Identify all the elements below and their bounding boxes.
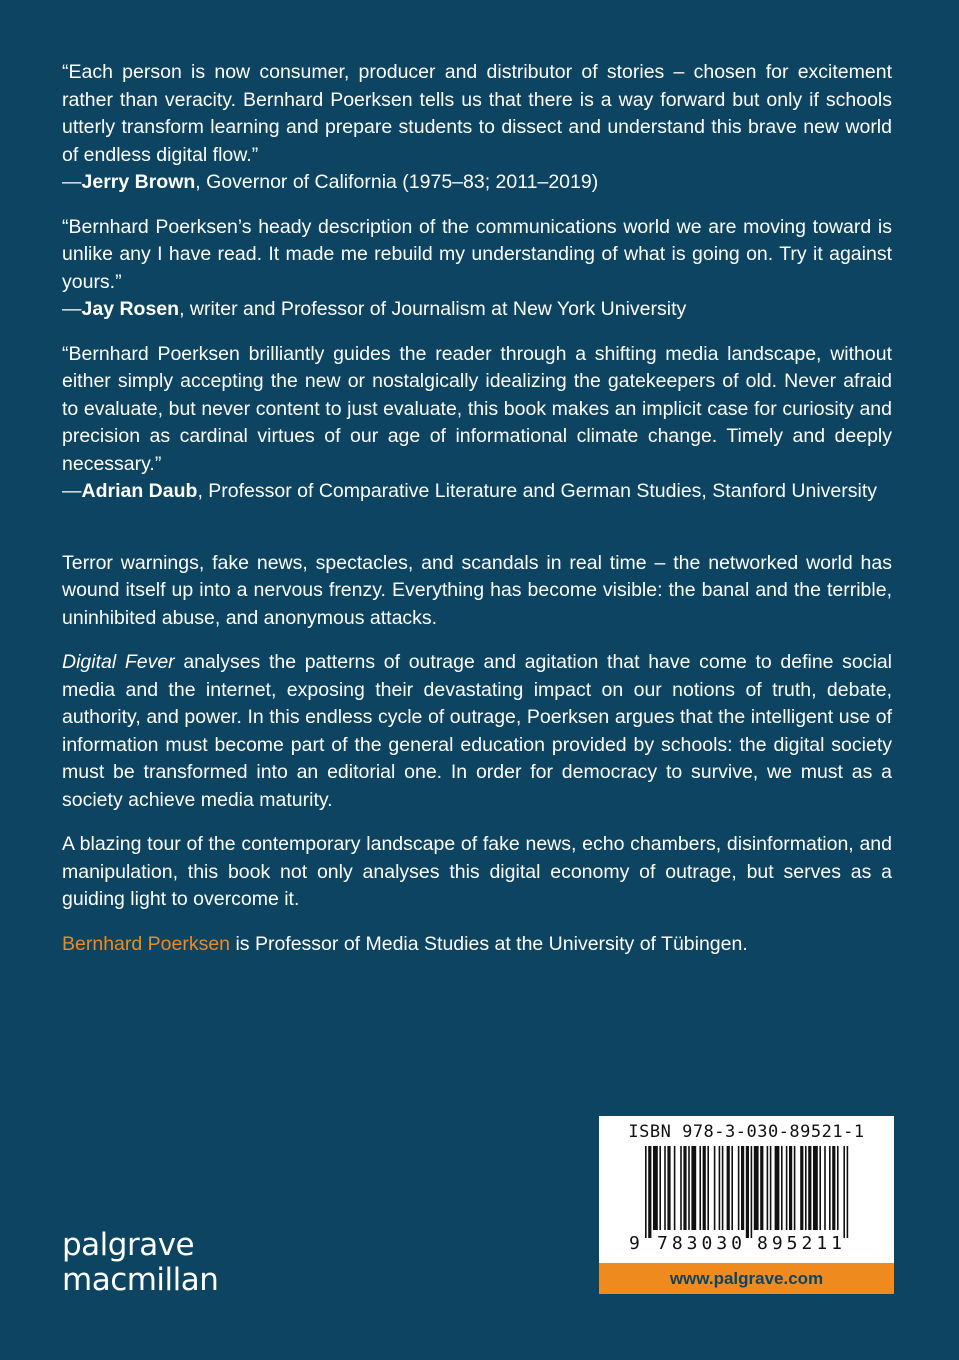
barcode-bar [770,1146,772,1230]
barcode-bar [667,1146,670,1230]
blurb-quote: “Bernhard Poerksen brilliantly guides the reader through a shifting media landscape, without either simply accepting the new or nostalgically idealizing the gatekeepers of old. Never afraid to evaluate, but never content to just evaluate, this book makes an implicit case for curiosity and precision as cardinal virtues of our age of informational climate change. Timely and deeply necessary.” [62,342,892,475]
barcode-bar [680,1146,682,1230]
barcode-bar [805,1146,807,1230]
barcode-bar [714,1146,716,1230]
barcode-bar [688,1146,690,1230]
barcode-bar [741,1146,744,1230]
blurb-attribution: —Jay Rosen, writer and Professor of Journalism at New York University [62,298,687,320]
barcode-bar [731,1146,733,1230]
author-bio-text: is Professor of Media Studies at the University of Tübingen. [230,932,748,955]
description-paragraph-1: Terror warnings, fake news, spectacles, and scandals in real time – the networked world has wound itself up into a nervous frenzy. Everything has become visible: the banal and the terrible, uninhibited abuse, and anonymous attacks. [62,551,892,629]
barcode-graphic [599,1146,894,1238]
blurb-attribution: —Adrian Daub, Professor of Comparative Literature and German Studies, Stanford University [62,480,877,502]
blurb-author-name: Adrian Daub [81,480,198,502]
barcode-bar [653,1146,658,1230]
barcode-bar [727,1146,730,1230]
barcode-bar [659,1146,661,1230]
blurb-author-role: , Professor of Comparative Literature and German Studies, Stanford University [197,480,877,502]
barcode-bar [703,1146,706,1230]
author-name: Bernhard Poerksen [62,932,231,955]
barcode-bar [722,1146,724,1230]
description-paragraph-2: Digital Fever analyses the patterns of outrage and agitation that have come to define social media and the internet, exposing their devastating impact on our notions of truth, debate, authority, and power. In this endless cycle of outrage, Poerksen argues that the intelligent use of information must become part of the general education provided by schools: the digital society must be transformed into an editorial one. In order for democracy to survive, we must as a society achieve media maturity. [62,651,893,811]
barcode-bar [751,1146,753,1238]
blurb-author-name: Jerry Brown [81,171,196,193]
logo-line-macmillan: macmillan [62,1262,219,1298]
barcode-digits [599,1233,894,1259]
barcode-bar [707,1146,709,1230]
spacer [62,523,892,550]
barcode-bar [746,1146,749,1238]
barcode-bar [819,1146,821,1230]
barcode-bar [824,1146,826,1230]
barcode-panel [599,1116,894,1263]
barcode-bar [767,1146,769,1230]
barcode-bar [683,1146,686,1230]
barcode-bar [760,1146,763,1230]
logo-line-palgrave: palgrave [62,1227,195,1263]
blurb-author-name: Jay Rosen [81,298,180,320]
isbn-label: ISBN 978-3-030-89521-1 [628,1122,865,1142]
barcode-left-digits: 783030 [657,1233,747,1254]
barcode-bar [794,1146,796,1230]
blurb-author-role: , Governor of California (1975–83; 2011–2019) [195,171,599,193]
back-cover-text [62,59,892,978]
author-bio [62,931,892,959]
barcode-bar [789,1146,792,1230]
blurb-attribution: —Jerry Brown, Governor of California (1975–83; 2011–2019) [62,171,599,193]
book-title: Digital Fever [62,651,175,673]
barcode-bar [674,1146,676,1230]
blurb-jerry-brown [62,59,892,197]
barcode-bar [664,1146,666,1230]
barcode-bar [786,1146,788,1230]
barcode-bar [781,1146,783,1230]
barcode-bar [832,1146,835,1230]
blurb-quote: “Each person is now consumer, producer and distributor of stories – chosen for excitement rather than veracity. Bernhard Poerksen tells us that there is a way forward but only if schools utterly transform learning and prepare students to dissect and understand this brave new world of endless digital flow.” [62,61,892,166]
barcode-bar [837,1146,839,1230]
blurb-quote: “Bernhard Poerksen’s heady description of the communications world we are moving toward is unlike any I have read. It made me rebuild my understanding of what is going on. Try it against yours.” [62,215,892,293]
barcode-bar [775,1146,780,1230]
barcode-bar [829,1146,831,1230]
barcode-right-digits: 895211 [757,1233,847,1254]
publisher-logo [62,1228,218,1298]
publisher-url[interactable]: www.palgrave.com [599,1263,894,1294]
barcode-bar [699,1146,701,1230]
blurb-author-role: , writer and Professor of Journalism at New York University [179,298,687,320]
barcode-first-digit: 9 [629,1233,640,1254]
barcode-bar [847,1146,849,1238]
barcode-bar [691,1146,696,1230]
barcode-bar [648,1146,651,1238]
barcode-bar [843,1146,845,1238]
barcode-bar [719,1146,721,1230]
description-paragraph-3: A blazing tour of the contemporary landscape of fake news, echo chambers, disinformation, and manipulation, this book not only analyses this digital economy of outrage, but serves as a guiding light to overcome it. [62,833,892,910]
blurb-adrian-daub [62,341,892,506]
barcode-bar [808,1146,811,1230]
barcode-bar [738,1146,740,1230]
blurb-jay-rosen [62,214,892,324]
barcode-bar [813,1146,818,1230]
barcode-bar [800,1146,803,1230]
barcode-bar [645,1146,647,1238]
barcode-bar [754,1146,759,1230]
